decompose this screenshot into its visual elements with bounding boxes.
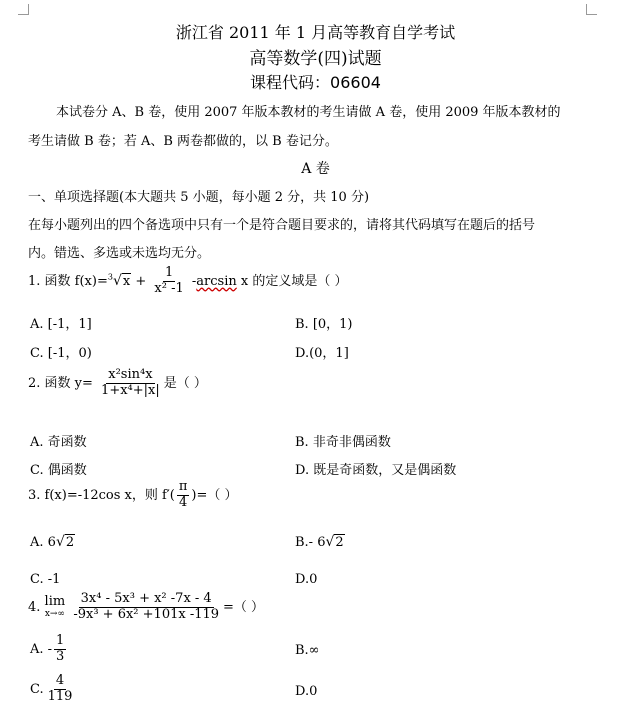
exam-title: 浙江省 2011 年 1 月高等教育自学考试 [175,23,456,42]
q2-frac-num: x²sin⁴x [108,367,153,382]
exam-subject: 高等数学(四)试题 [249,49,382,69]
q4-option-b: B.∞ [295,643,320,658]
q4-option-a-den: 3 [56,648,65,664]
section-heading: 一、单项选择题(本大题共 5 小题，每小题 2 分，共 10 分) [28,190,370,205]
sqrt-icon: √ [112,272,122,289]
q3-option-b-label: B.- 6 [295,535,326,550]
question-4 [28,592,264,623]
q4-limit [45,595,66,619]
page-corner-mark-right [586,4,597,15]
q1-frac-den: x² -1 [154,280,184,296]
q4-option-c-den: 119 [47,688,73,704]
q4-option-c-label: C. [30,681,44,697]
volume-heading: A 卷 [301,161,330,177]
question-1 [28,266,347,297]
q3-option-a-label: A. 6 [30,535,56,550]
q4-option-a-label: A. - [30,641,53,657]
q1-suffix: x 的定义域是（ ） [236,273,348,289]
q3-option-a [30,534,75,550]
q1-option-a: A. [-1，1] [30,317,92,332]
q1-arcsin: arcsin [196,273,237,289]
section-instructions-2: 内。错选、多选或未选均无分。 [28,246,211,261]
q3-fraction [177,480,190,511]
q4-option-d: D.0 [295,684,318,699]
q3-suffix: )=（ ） [191,487,238,503]
q4-prefix: 4. [28,599,41,615]
q3-option-a-root: 2 [65,535,75,550]
q2-fraction [99,368,162,399]
q3-option-d: D.0 [295,572,318,587]
q2-option-c: C. 偶函数 [30,463,87,478]
q4-option-c-frac [46,674,75,705]
q3-option-c: C. -1 [30,572,61,587]
sqrt-icon: √ [55,534,65,550]
q3-option-b [295,534,345,550]
q4-frac-den: -9x³ + 6x² +101x -119 [73,606,220,622]
q4-suffix: =（ ） [223,599,265,615]
section-instructions-1: 在每小题列出的四个备选项中只有一个是符合题目要求的，请将其代码填写在题后的括号 [28,218,536,233]
q2-option-d: D. 既是奇函数，又是偶函数 [295,463,457,478]
q2-prefix: 2. 函数 y= [28,375,93,391]
q2-suffix: 是（ ） [163,375,207,391]
q4-option-c-num: 4 [55,673,65,688]
q4-fraction [71,592,221,623]
page-corner-mark-left [18,4,29,15]
q4-option-c [30,674,76,705]
q3-prefix: 3. f(x)=-12cos x，则 f′( [28,487,175,503]
q4-frac-num: 3x⁴ - 5x³ + x² -7x - 4 [80,591,212,606]
q4-option-a-frac [54,634,66,665]
q4-lim: lim [44,594,66,610]
sqrt-icon: √ [325,534,335,550]
intro-line-2: 考生请做 B 卷；若 A、B 两卷都做的，以 B 卷记分。 [28,134,338,149]
q1-root-index: 3 [107,272,113,282]
question-3 [28,480,238,511]
q4-option-a [30,634,68,665]
q4-option-a-num: 1 [56,633,65,648]
q3-frac-den: 4 [179,494,188,510]
q4-lim-sub: x→∞ [44,608,65,619]
q3-frac-num: π [178,479,188,494]
q1-option-d: D.(0，1] [295,346,349,361]
q1-option-c: C. [-1，0) [30,346,92,361]
course-code: 课程代码：06604 [250,73,381,92]
q1-frac-num: 1 [164,265,174,280]
q1-prefix: 1. 函数 f(x)= [28,273,108,289]
q1-plus: + [135,273,147,289]
q3-option-b-root: 2 [335,535,344,550]
q1-minus: - [191,273,197,289]
q2-option-b: B. 非奇非偶函数 [295,435,391,450]
intro-line-1: 本试卷分 A、B 卷，使用 2007 年版本教材的考生请做 A 卷，使用 2009 年版本教材的 [56,105,561,120]
q2-frac-den: 1+x⁴+|x| [101,382,160,398]
q1-root-body: x [122,273,131,289]
q2-option-a: A. 奇函数 [30,435,87,450]
q1-fraction [152,266,185,297]
q1-option-b: B. [0，1) [295,317,353,332]
question-2 [28,368,207,399]
